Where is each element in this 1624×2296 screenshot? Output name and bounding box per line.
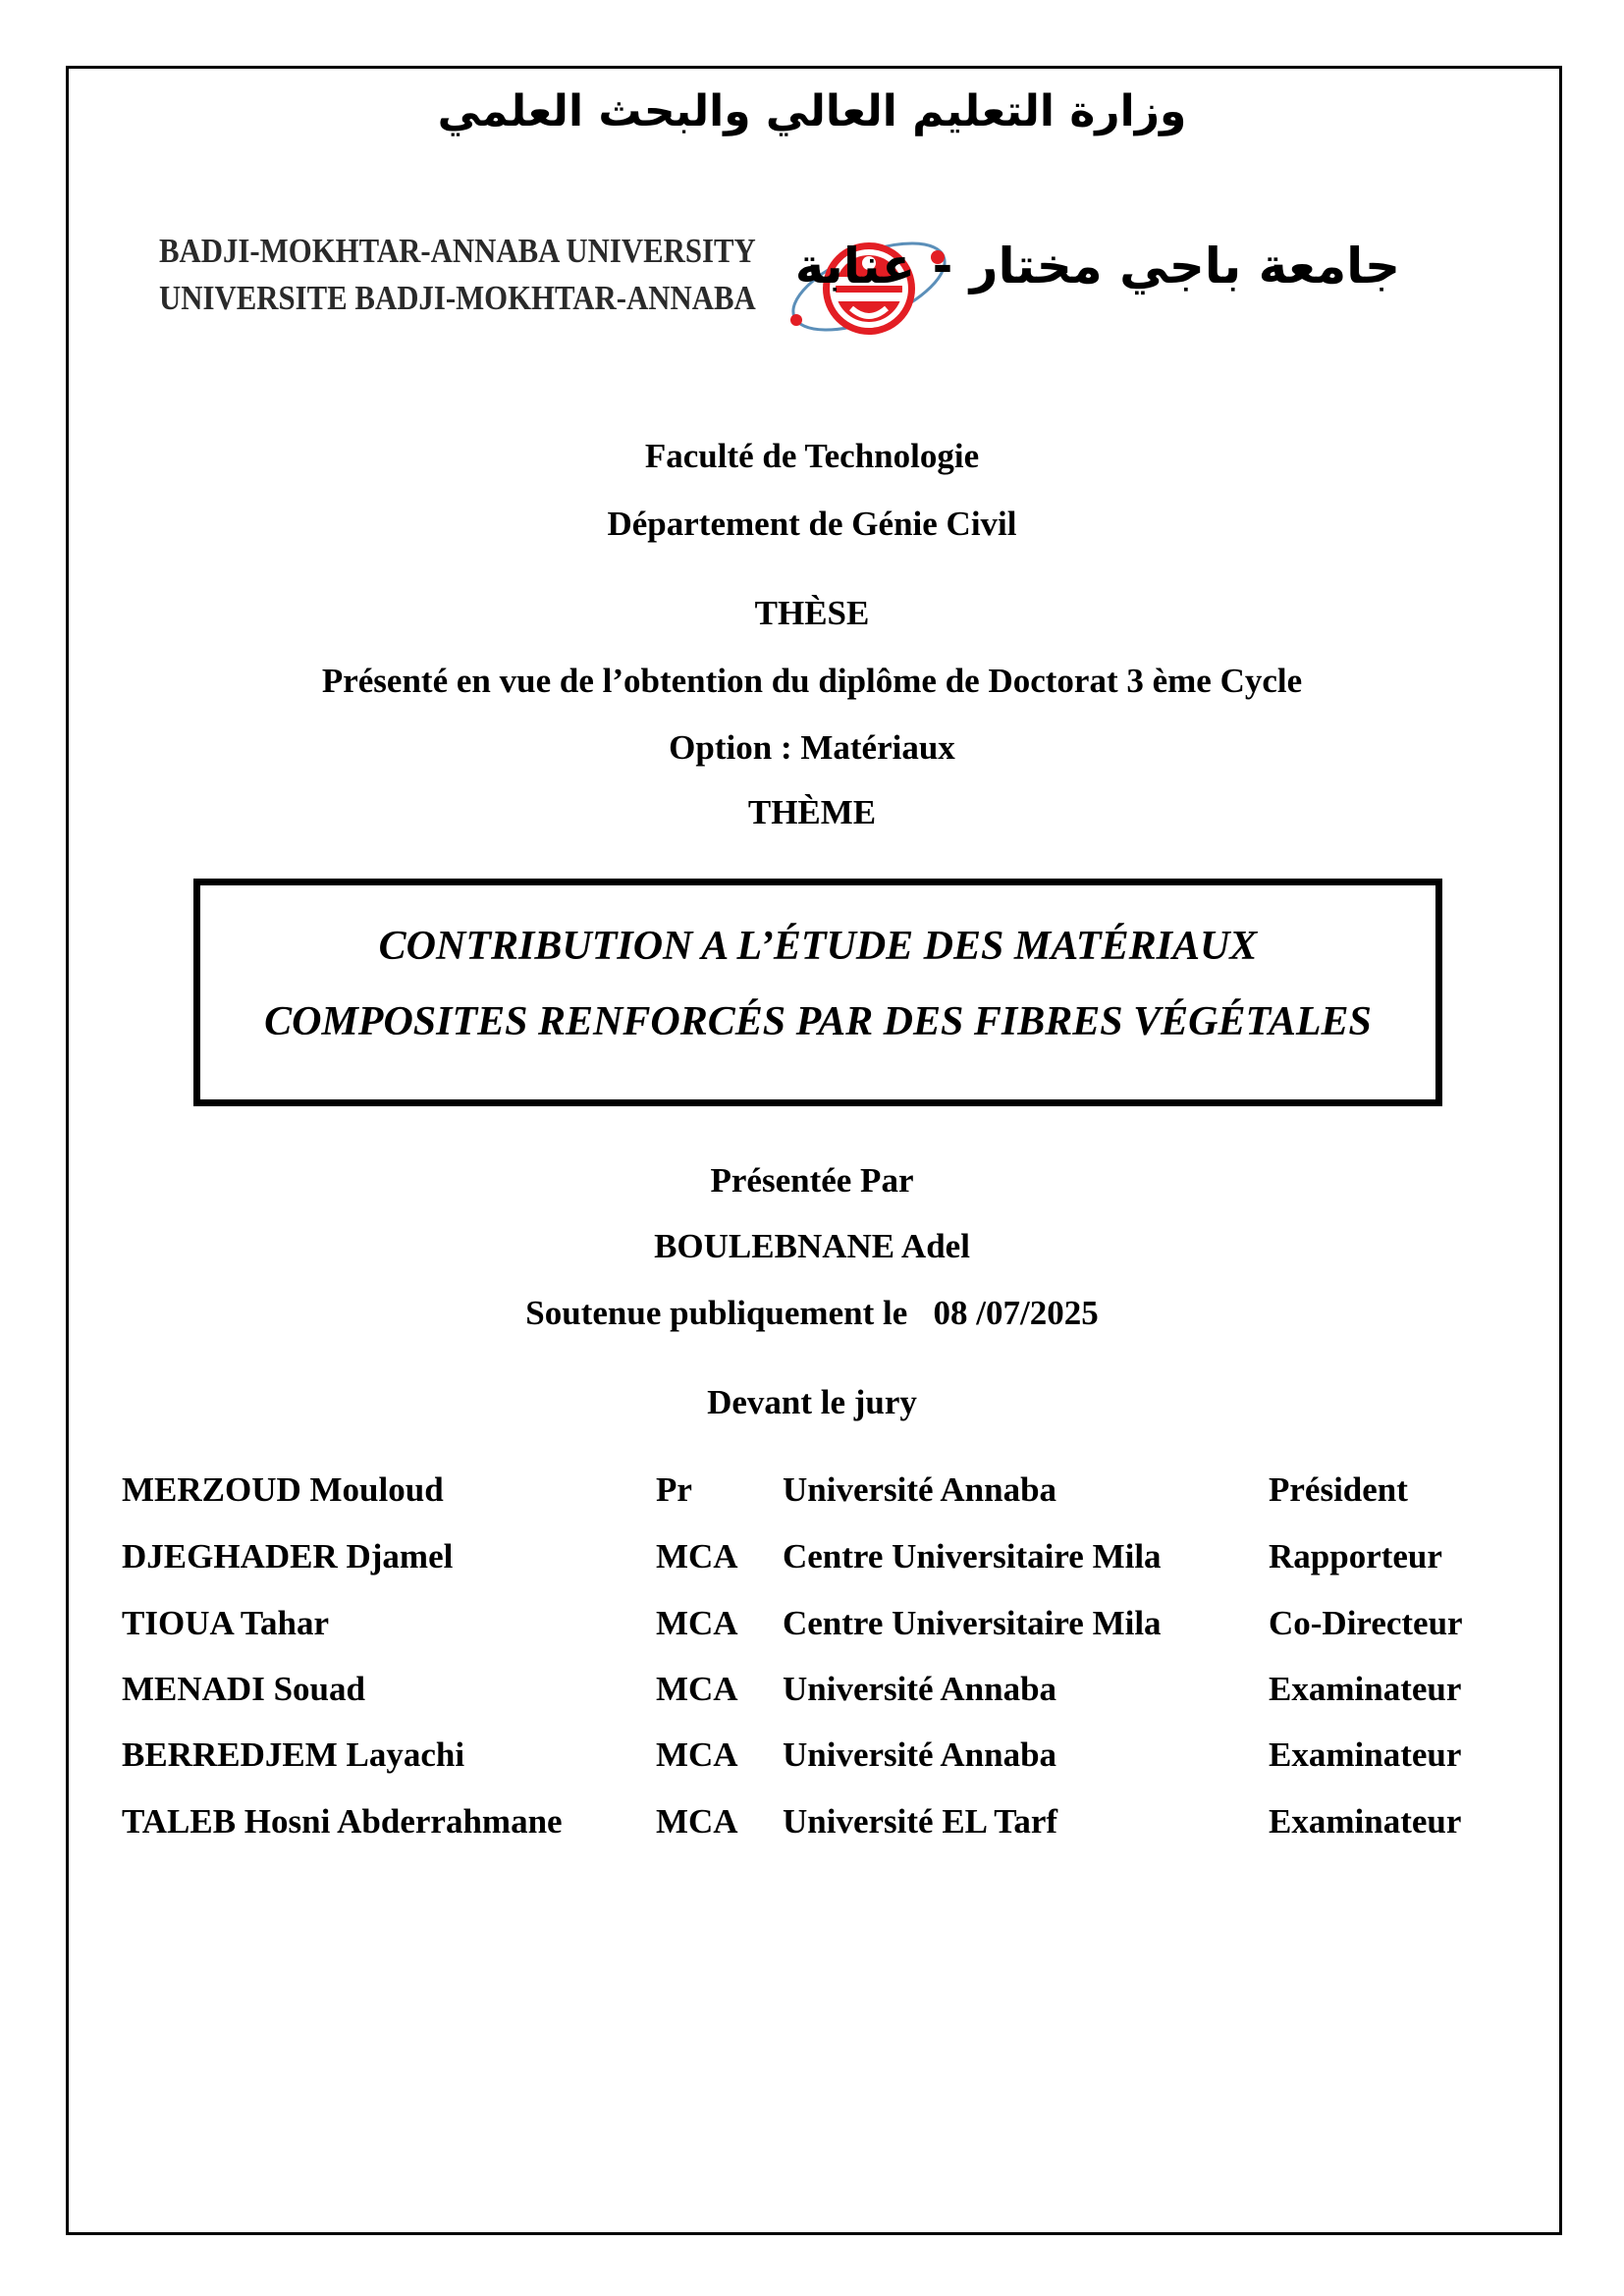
jury-member-institution: Centre Universitaire Mila — [783, 1537, 1162, 1575]
jury-member-institution: Centre Universitaire Mila — [783, 1604, 1162, 1642]
jury-member-institution: Université Annaba — [783, 1470, 1057, 1509]
jury-member-name: MERZOUD Mouloud — [122, 1470, 444, 1509]
document-type: THÈSE — [754, 594, 870, 632]
university-name-ar: جامعة باجي مختار - عنابة — [794, 238, 1400, 294]
jury-member-grade: MCA — [656, 1604, 738, 1642]
jury-row — [0, 1735, 1624, 1794]
degree-purpose: Présenté en vue de l’obtention du diplôme de Doctorat 3 ème Cycle — [321, 662, 1303, 700]
page-border — [66, 66, 1562, 2235]
jury-member-role: Président — [1269, 1470, 1408, 1509]
jury-member-role: Examinateur — [1269, 1735, 1462, 1774]
jury-member-grade: Pr — [656, 1470, 692, 1509]
jury-row — [0, 1802, 1624, 1861]
jury-member-name: DJEGHADER Djamel — [122, 1537, 454, 1575]
jury-heading: Devant le jury — [707, 1383, 917, 1421]
university-latin-names — [159, 228, 756, 322]
jury-row — [0, 1470, 1624, 1529]
university-logo — [159, 218, 1426, 355]
jury-member-role: Examinateur — [1269, 1802, 1462, 1841]
jury-member-institution: Université Annaba — [783, 1670, 1057, 1708]
thesis-title-line-2: COMPOSITES RENFORCÉS PAR DES FIBRES VÉGÉTALES — [264, 999, 1372, 1044]
university-name-fr: UNIVERSITE BADJI-MOKHTAR-ANNABA — [159, 279, 756, 317]
jury-member-grade: MCA — [656, 1735, 738, 1774]
faculty-name: Faculté de Technologie — [644, 437, 980, 475]
jury-member-role: Rapporteur — [1269, 1537, 1442, 1575]
jury-member-name: TALEB Hosni Abderrahmane — [122, 1802, 563, 1841]
jury-member-grade: MCA — [656, 1670, 738, 1708]
theme-label: THÈME — [747, 793, 877, 831]
jury-member-grade: MCA — [656, 1537, 738, 1575]
ministry-heading: وزارة التعليم العالي والبحث العلمي — [437, 86, 1187, 136]
thesis-title-line-1: CONTRIBUTION A L’ÉTUDE DES MATÉRIAUX — [378, 924, 1258, 969]
jury-row — [0, 1604, 1624, 1663]
jury-member-role: Co-Directeur — [1269, 1604, 1463, 1642]
thesis-title-box — [193, 879, 1442, 1106]
department-name: Département de Génie Civil — [607, 505, 1017, 543]
jury-member-name: MENADI Souad — [122, 1670, 365, 1708]
jury-member-role: Examinateur — [1269, 1670, 1462, 1708]
jury-row — [0, 1670, 1624, 1729]
jury-member-institution: Université Annaba — [783, 1735, 1057, 1774]
jury-member-name: TIOUA Tahar — [122, 1604, 330, 1642]
jury-member-grade: MCA — [656, 1802, 738, 1841]
jury-member-name: BERREDJEM Layachi — [122, 1735, 465, 1774]
university-name-en: BADJI-MOKHTAR-ANNABA UNIVERSITY — [159, 232, 756, 270]
author-name: BOULEBNANE Adel — [654, 1227, 970, 1265]
presented-by-label: Présentée Par — [710, 1161, 914, 1200]
defense-date: Soutenue publiquement le 08 /07/2025 — [525, 1294, 1099, 1332]
jury-member-institution: Université EL Tarf — [783, 1802, 1058, 1841]
jury-row — [0, 1537, 1624, 1596]
option-label: Option : Matériaux — [669, 728, 955, 767]
